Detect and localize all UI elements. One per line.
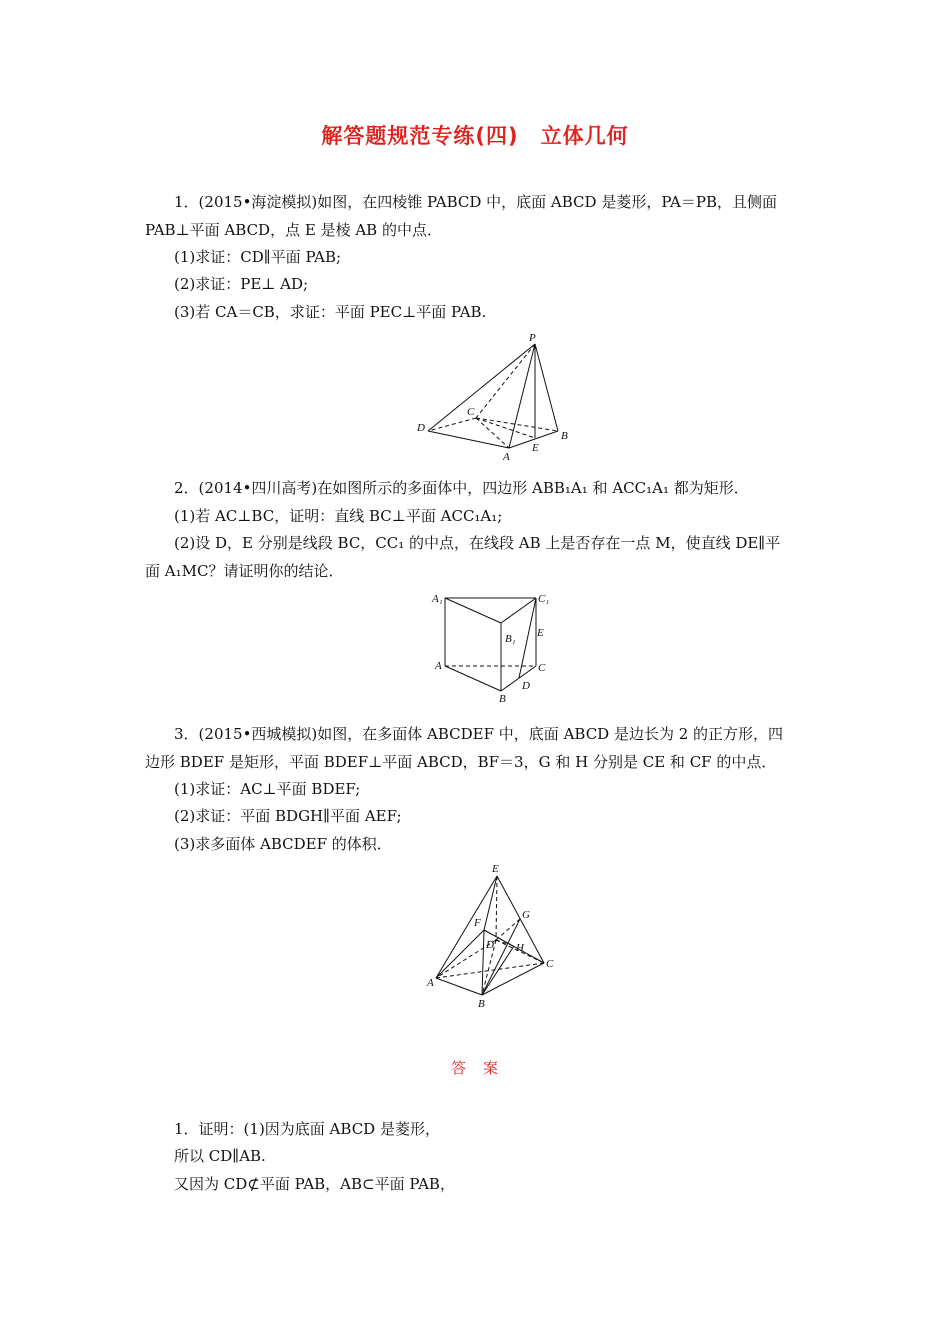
label-C: C — [538, 662, 546, 674]
q1-stem-line-2: PAB⊥平面 ABCD，点 E 是棱 AB 的中点． — [145, 221, 442, 239]
figure-polyhedron-abcdef — [422, 858, 572, 1013]
q2-sub-1: (1)若 AC⊥BC，证明：直线 BC⊥平面 ACC₁A₁; — [174, 507, 503, 525]
q2-sub-2: (2)设 D，E 分别是线段 BC，CC₁ 的中点，在线段 AB 上是否存在一点 M，使直线 DE∥平 — [174, 534, 781, 552]
label-A: A — [427, 977, 434, 989]
label-B: B — [499, 693, 506, 703]
q3-sub-1: (1)求证：AC⊥平面 BDEF; — [174, 780, 361, 798]
a1-line-2: 所以 CD∥AB. — [174, 1147, 266, 1165]
q1-sub-2: (2)求证：PE⊥ AD; — [174, 275, 309, 293]
q1-sub-1: (1)求证：CD∥平面 PAB; — [174, 248, 342, 266]
label-C: C — [546, 958, 554, 970]
label-D: D — [417, 422, 425, 434]
q3-sub-3: (3)求多面体 ABCDEF 的体积． — [174, 835, 392, 853]
q2-stem-line-1: 2．(2014•四川高考)在如图所示的多面体中，四边形 ABB₁A₁ 和 ACC₁A₁ 都为矩形． — [174, 479, 749, 497]
page-title: 解答题规范专练(四) 立体几何 — [321, 124, 629, 148]
label-B: B — [478, 998, 485, 1010]
a1-line-3: 又因为 CD⊄平面 PAB，AB⊂平面 PAB， — [174, 1175, 455, 1193]
label-G: G — [522, 909, 530, 921]
label-C: C — [467, 406, 475, 418]
a1-line-1: 1．证明：(1)因为底面 ABCD 是菱形， — [174, 1120, 440, 1138]
q3-sub-2: (2)求证：平面 BDGH∥平面 AEF; — [174, 807, 402, 825]
answer-heading: 答 案 — [450, 1059, 499, 1077]
q3-stem-line-2: 边形 BDEF 是矩形，平面 BDEF⊥平面 ABCD，BF＝3，G 和 H 分别是 CE 和 CF 的中点． — [145, 753, 777, 771]
figure-pyramid-pabcd — [410, 330, 580, 465]
label-F: F — [474, 917, 481, 929]
label-A: A — [503, 451, 510, 463]
label-A1: A₁ — [432, 593, 443, 605]
q2-sub-2-cont: 面 A₁MC？请证明你的结论． — [145, 562, 344, 580]
q1-sub-3: (3)若 CA＝CB，求证：平面 PEC⊥平面 PAB. — [174, 303, 487, 321]
q3-stem-line-1: 3．(2015•西城模拟)如图，在多面体 ABCDEF 中，底面 ABCD 是边长为 2 的正方形，四 — [174, 725, 784, 743]
label-D: D — [522, 680, 530, 692]
label-B: B — [561, 430, 568, 442]
label-D: D — [486, 939, 494, 951]
label-H: H — [516, 942, 524, 954]
label-C1: C₁ — [538, 593, 550, 605]
label-E: E — [492, 863, 499, 875]
label-E: E — [532, 442, 539, 454]
label-B1: B₁ — [505, 633, 516, 645]
q1-stem-line-1: 1．(2015•海淀模拟)如图，在四棱锥 PABCD 中，底面 ABCD 是菱形，PA＝PB，且侧面 — [174, 193, 777, 211]
label-E: E — [537, 627, 544, 639]
label-A: A — [435, 660, 442, 672]
label-P: P — [529, 332, 536, 344]
figure-prism-abc — [425, 588, 565, 703]
